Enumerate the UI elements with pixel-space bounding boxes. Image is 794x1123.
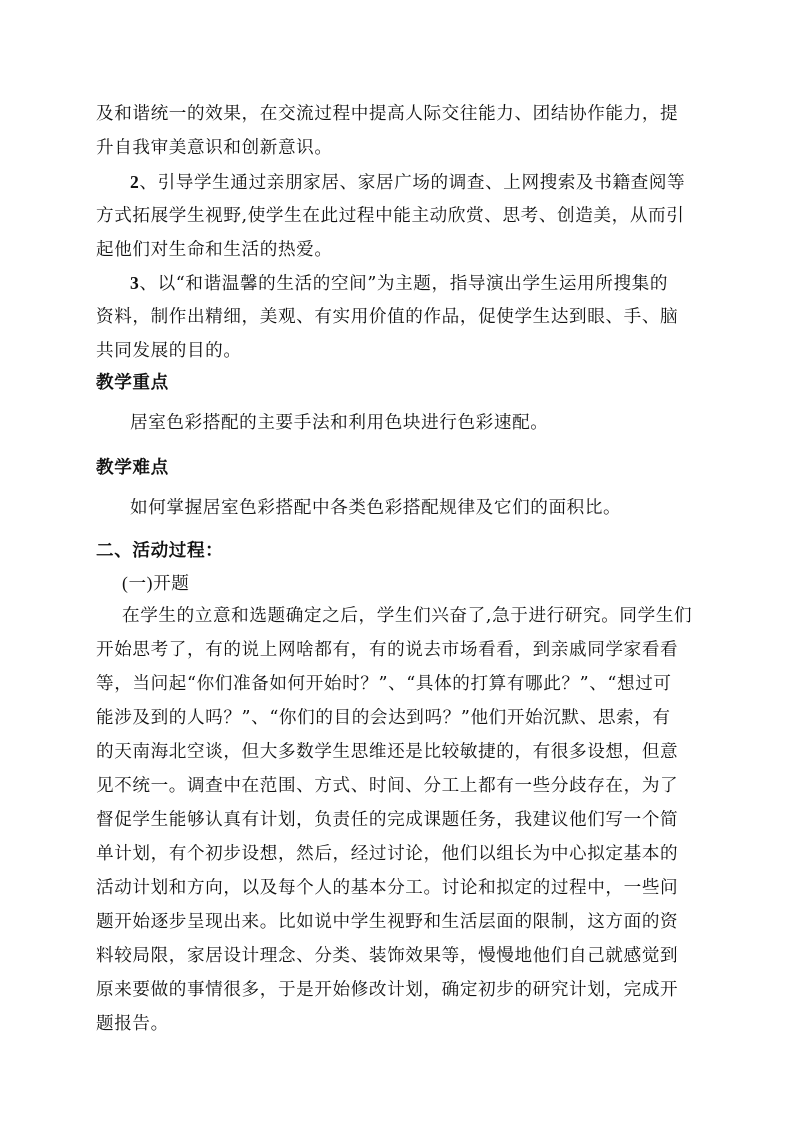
objective-2: [96, 165, 702, 267]
objective-first-line: [96, 165, 702, 199]
paragraph-line: 开始思考了，有的说上网啥都有，有的说去市场看看，到亲戚同学家看看: [96, 640, 679, 660]
paragraph-line: 起他们对生命和生活的热爱。: [96, 240, 333, 260]
paragraph-line: 方式拓展学生视野,使学生在此过程中能主动欣赏、思考、创造美，从而引: [96, 206, 685, 226]
objective-first-line: [96, 266, 702, 300]
paragraph-line: 题开始逐步呈现出来。比如说中学生视野和生活层面的限制，这方面的资: [96, 912, 679, 932]
intro-paragraph: [96, 97, 702, 165]
activity-subheading: (一)开题: [122, 573, 190, 593]
paragraph-line: 资料，制作出精细，美观、有实用价值的作品，促使学生达到眼、手、脑: [96, 307, 679, 327]
paragraph-line: 料较局限，家居设计理念、分类、装饰效果等，慢慢地他们自己就感觉到: [96, 946, 679, 966]
objective-3: [96, 266, 702, 368]
key-points-heading: 教学重点: [96, 372, 169, 393]
paragraph-line: 在学生的立意和选题确定之后，学生们兴奋了,急于进行研究。同学生们: [122, 606, 693, 626]
paragraph-line: 的天南海北空谈，但大多数学生思维还是比较敏捷的，有很多设想，但意: [96, 742, 679, 762]
objective-text: 、以“和谐温馨的生活的空间”为主题，指导演出学生运用所搜集的: [139, 274, 669, 294]
activity-process-heading: 二、活动过程：: [96, 540, 224, 561]
objective-text: 、引导学生通过亲朋家居、家居广场的调查、上网搜索及书籍查阅等: [139, 173, 686, 193]
paragraph-line: 升自我审美意识和创新意识。: [96, 138, 333, 158]
paragraph-line: 活动计划和方向，以及每个人的基本分工。讨论和拟定的过程中，一些问: [96, 878, 679, 898]
paragraph-line: 原来要做的事情很多，于是开始修改计划，确定初步的研究计划，完成开: [96, 980, 679, 1000]
paragraph-line: 单计划，有个初步设想，然后，经过讨论，他们以组长为中心拟定基本的: [96, 844, 679, 864]
paragraph-line: 共同发展的目的。: [96, 341, 242, 361]
paragraph-line: 题报告。: [96, 1014, 169, 1034]
objective-number: 3: [130, 273, 140, 293]
difficulties-heading: 教学难点: [96, 457, 169, 478]
paragraph-line: 及和谐统一的效果，在交流过程中提高人际交往能力、团结协作能力，提: [96, 104, 679, 124]
paragraph-line: 督促学生能够认真有计划，负责任的完成课题任务，我建议他们写一个简: [96, 810, 679, 830]
paragraph-line: 能涉及到的人吗？”、“你们的目的会达到吗？”他们开始沉默、思索，有: [96, 708, 671, 728]
objective-number: 2: [130, 172, 140, 192]
difficulties-content: 如何掌握居室色彩搭配中各类色彩搭配规律及它们的面积比。: [130, 498, 622, 518]
activity-paragraph: [96, 599, 702, 1041]
paragraph-line: 见不统一。调查中在范围、方式、时间、分工上都有一些分歧存在，为了: [96, 776, 679, 796]
key-points-content: 居室色彩搭配的主要手法和利用色块进行色彩速配。: [130, 413, 549, 433]
paragraph-line: 等，当问起“你们准备如何开始时？”、“具体的打算有哪此？”、“想过可: [96, 674, 672, 694]
